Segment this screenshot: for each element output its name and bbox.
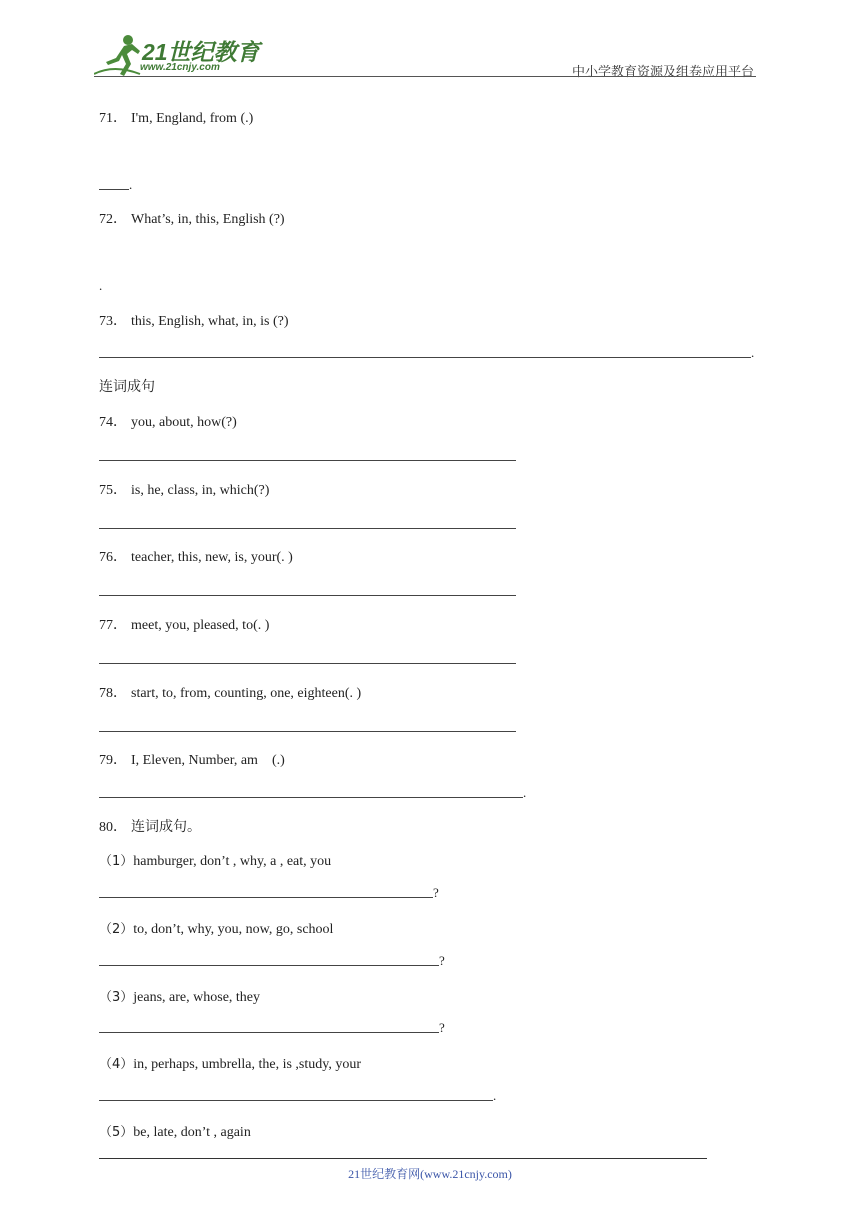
question-text: is, he, class, in, which(?) — [131, 483, 270, 498]
question-number: 80． — [99, 820, 127, 835]
question-number: 77． — [99, 618, 127, 633]
sub-question-5 — [99, 1121, 251, 1141]
question-text: you, about, how(?) — [131, 415, 237, 430]
question-text: this, English, what, in, is (?) — [131, 314, 289, 329]
answer-line-80-4[interactable]: . — [99, 1087, 501, 1101]
question-number: 71． — [99, 111, 127, 126]
sub-question-label: （1） — [99, 854, 134, 869]
question-text: I, Eleven, Number, am (.) — [131, 753, 285, 768]
question-text: I'm, England, from (.) — [131, 111, 254, 126]
question-number: 72． — [99, 212, 127, 227]
footer-text: 21世纪教育网(www.21cnjy.com) — [348, 1167, 512, 1181]
question-75 — [99, 479, 269, 499]
platform-title: 中小学教育资源及组卷应用平台 — [571, 65, 754, 80]
question-number: 74． — [99, 415, 127, 430]
sub-question-text: hamburger, don’t , why, a , eat, you — [133, 854, 332, 869]
runner-logo-icon — [94, 34, 142, 78]
logo-text: 21世纪教育 — [142, 39, 260, 65]
question-78 — [99, 682, 361, 702]
question-74 — [99, 411, 237, 431]
question-71 — [99, 107, 253, 127]
sub-question-label: （5） — [99, 1125, 134, 1140]
question-73 — [99, 310, 289, 330]
question-text: teacher, this, new, is, your(. ) — [131, 550, 293, 565]
sub-question-text: jeans, are, whose, they — [133, 990, 261, 1005]
question-text: 连词成句。 — [131, 819, 201, 835]
question-77 — [99, 614, 269, 634]
question-number: 79． — [99, 753, 127, 768]
question-text: start, to, from, counting, one, eighteen(. ) — [131, 686, 362, 701]
sub-question-label: （4） — [99, 1057, 134, 1072]
sub-question-label: （3） — [99, 990, 134, 1005]
answer-line-80-3[interactable]: ? — [99, 1019, 449, 1033]
site-logo — [94, 34, 264, 78]
footer-divider — [99, 1158, 707, 1159]
header-divider — [94, 76, 756, 77]
answer-line-75[interactable] — [99, 515, 519, 529]
page-header — [0, 0, 860, 80]
answer-line-74[interactable] — [99, 447, 519, 461]
answer-line-79[interactable]: . — [99, 784, 531, 798]
answer-line-76[interactable] — [99, 582, 519, 596]
answer-line-72[interactable]: . — [99, 278, 103, 293]
logo-url: www.21cnjy.com — [140, 62, 220, 73]
question-80 — [99, 816, 201, 836]
section-heading: 连词成句 — [99, 379, 155, 395]
answer-line-80-2[interactable]: ? — [99, 952, 449, 966]
sub-question-3 — [99, 986, 260, 1006]
sub-question-1 — [99, 850, 331, 870]
question-number: 75． — [99, 483, 127, 498]
answer-line-71[interactable]: . — [99, 176, 139, 190]
sub-question-2 — [99, 918, 333, 938]
sub-question-label: （2） — [99, 922, 134, 937]
question-72 — [99, 208, 285, 228]
question-text: meet, you, pleased, to(. ) — [131, 618, 270, 633]
question-number: 73． — [99, 314, 127, 329]
question-number: 76． — [99, 550, 127, 565]
answer-line-78[interactable] — [99, 718, 519, 732]
sub-question-text: be, late, don’t , again — [133, 1125, 251, 1140]
question-79 — [99, 749, 285, 769]
sub-question-text: in, perhaps, umbrella, the, is ,study, your — [133, 1057, 361, 1072]
sub-question-text: to, don’t, why, you, now, go, school — [133, 922, 334, 937]
question-76 — [99, 546, 293, 566]
answer-line-80-1[interactable]: ? — [99, 884, 443, 898]
question-text: What’s, in, this, English (?) — [131, 212, 285, 227]
answer-line-73[interactable]: . — [99, 344, 759, 358]
question-number: 78． — [99, 686, 127, 701]
sub-question-4 — [99, 1053, 361, 1073]
answer-line-77[interactable] — [99, 650, 519, 664]
